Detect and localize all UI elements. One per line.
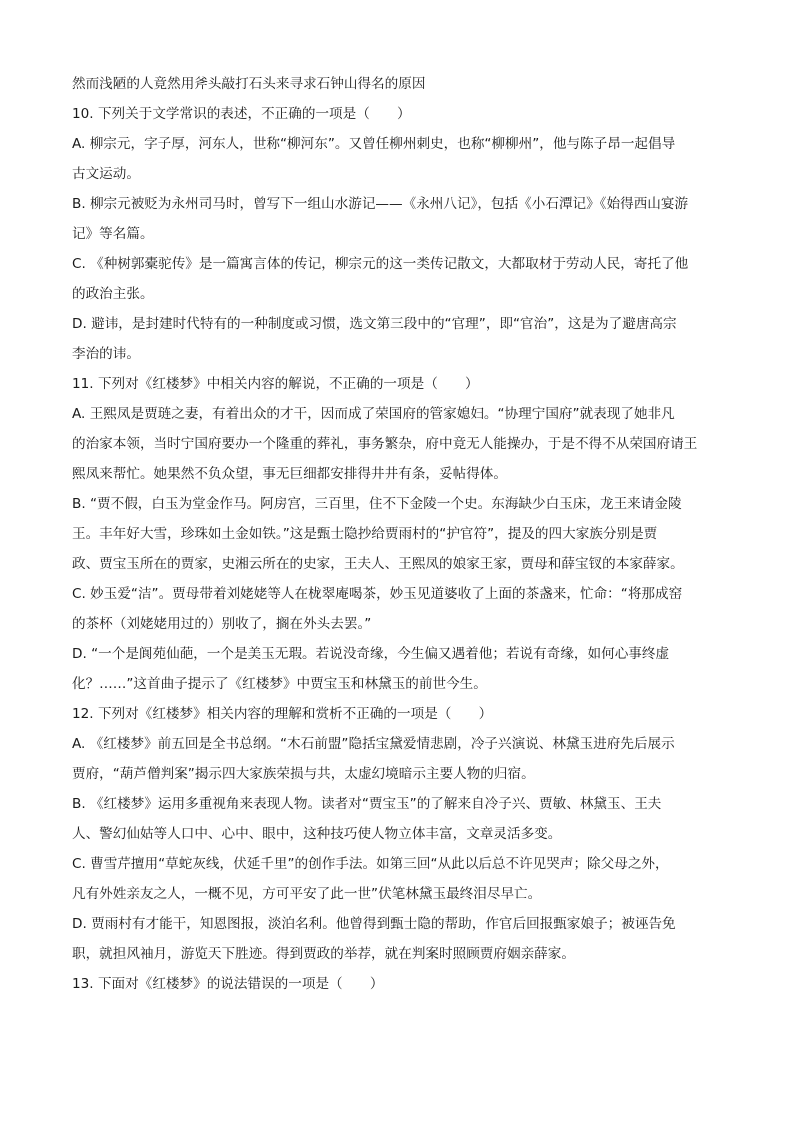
text-line: 凡有外姓亲友之人，一概不见，方可平安了此一世”伏笔林黛玉最终泪尽早亡。: [72, 886, 542, 902]
text-line: 职，就担风袖月，游览天下胜迹。得到贾政的举荐，就在判案时照顾贾府姻亲薛家。: [72, 946, 575, 962]
text-line: 政、贾宝玉所在的贾家，史湘云所在的史家，王夫人、王熙凤的娘家王家，贾母和薛宝钗的本家薛家。: [72, 556, 684, 572]
text-line: 记》等名篇。: [72, 226, 154, 242]
text-line: 然而浅陋的人竟然用斧头敲打石头来寻求石钟山得名的原因: [72, 76, 426, 92]
text-line: A. 柳宗元，字子厚，河东人，世称“柳河东”。又曾任柳州刺史，也称“柳柳州”，他与陈子昂一起倡导: [72, 136, 676, 152]
text-line: A. 王熙凤是贾琏之妻，有着出众的才干，因而成了荣国府的管家媳妇。“协理宁国府”就表现了她非凡: [72, 406, 675, 422]
text-line: 贾府，“葫芦僧判案”揭示四大家族荣损与共，太虚幻境暗示主要人物的归宿。: [72, 766, 535, 782]
text-line: 的治家本领，当时宁国府要办一个隆重的葬礼，事务繁杂，府中竟无人能操办，于是不得不从荣国府请王: [72, 436, 698, 452]
text-line: 的政治主张。: [72, 286, 154, 302]
text-line: B. “贾不假，白玉为堂金作马。阿房宫，三百里，住不下金陵一个史。东海缺少白玉床，龙王来请金陵: [72, 496, 682, 512]
text-line: D. 贾雨村有才能干，知恩图报，淡泊名利。他曾得到甄士隐的帮助，作官后回报甄家娘子；被诬告免: [72, 916, 676, 932]
text-line: 古文运动。: [72, 166, 140, 182]
text-line: 的茶杯（刘姥姥用过的）别收了，搁在外头去罢。”: [72, 616, 372, 632]
text-line: D. 避讳，是封建时代特有的一种制度或习惯，选文第三段中的“官理”，即“官治”，这是为了避唐高宗: [72, 316, 677, 332]
text-line: 11. 下列对《红楼梦》中相关内容的解说，不正确的一项是（ ）: [72, 376, 479, 392]
text-line: 化？……”这首曲子提示了《红楼梦》中贾宝玉和林黛玉的前世今生。: [72, 676, 487, 692]
text-line: 10. 下列关于文学常识的表述，不正确的一项是（ ）: [72, 106, 411, 122]
text-line: 12. 下列对《红楼梦》相关内容的理解和赏析不正确的一项是（ ）: [72, 706, 493, 722]
text-line: 李治的讳。: [72, 346, 140, 362]
text-line: C. 《种树郭橐驼传》是一篇寓言体的传记，柳宗元的这一类传记散文，大都取材于劳动人民，寄托了他: [72, 256, 689, 272]
text-line: 13. 下面对《红楼梦》的说法错误的一项是（ ）: [72, 976, 384, 992]
text-line: 熙凤来帮忙。她果然不负众望，事无巨细都安排得井井有条，妥帖得体。: [72, 466, 507, 482]
text-line: 人、警幻仙姑等人口中、心中、眼中，这种技巧使人物立体丰富，文章灵活多变。: [72, 826, 562, 842]
text-line: 王。丰年好大雪，珍珠如土金如铁。”这是甄士隐抄给贾雨村的“护官符”，提及的四大家族分别是贾: [72, 526, 658, 542]
text-line: C. 曹雪芹擅用“草蛇灰线，伏延千里”的创作手法。如第三回“从此以后总不许见哭声；除父母之外，: [72, 856, 669, 872]
text-line: C. 妙玉爱“洁”。贾母带着刘姥姥等人在栊翠庵喝茶，妙玉见道婆收了上面的茶盏来，忙命：“将那成窑: [72, 586, 683, 602]
text-line: D. “一个是阆苑仙葩，一个是美玉无瑕。若说没奇缘，今生偏又遇着他；若说有奇缘，如何心事终虚: [72, 646, 670, 662]
text-line: A. 《红楼梦》前五回是全书总纲。“木石前盟”隐括宝黛爱情悲剧，冷子兴演说、林黛玉进府先后展示: [72, 736, 675, 752]
text-line: B. 《红楼梦》运用多重视角来表现人物。读者对“贾宝玉”的了解来自冷子兴、贾敏、林黛玉、王夫: [72, 796, 662, 812]
text-line: B. 柳宗元被贬为永州司马时，曾写下一组山水游记——《永州八记》，包括《小石潭记》《始得西山宴游: [72, 196, 689, 212]
